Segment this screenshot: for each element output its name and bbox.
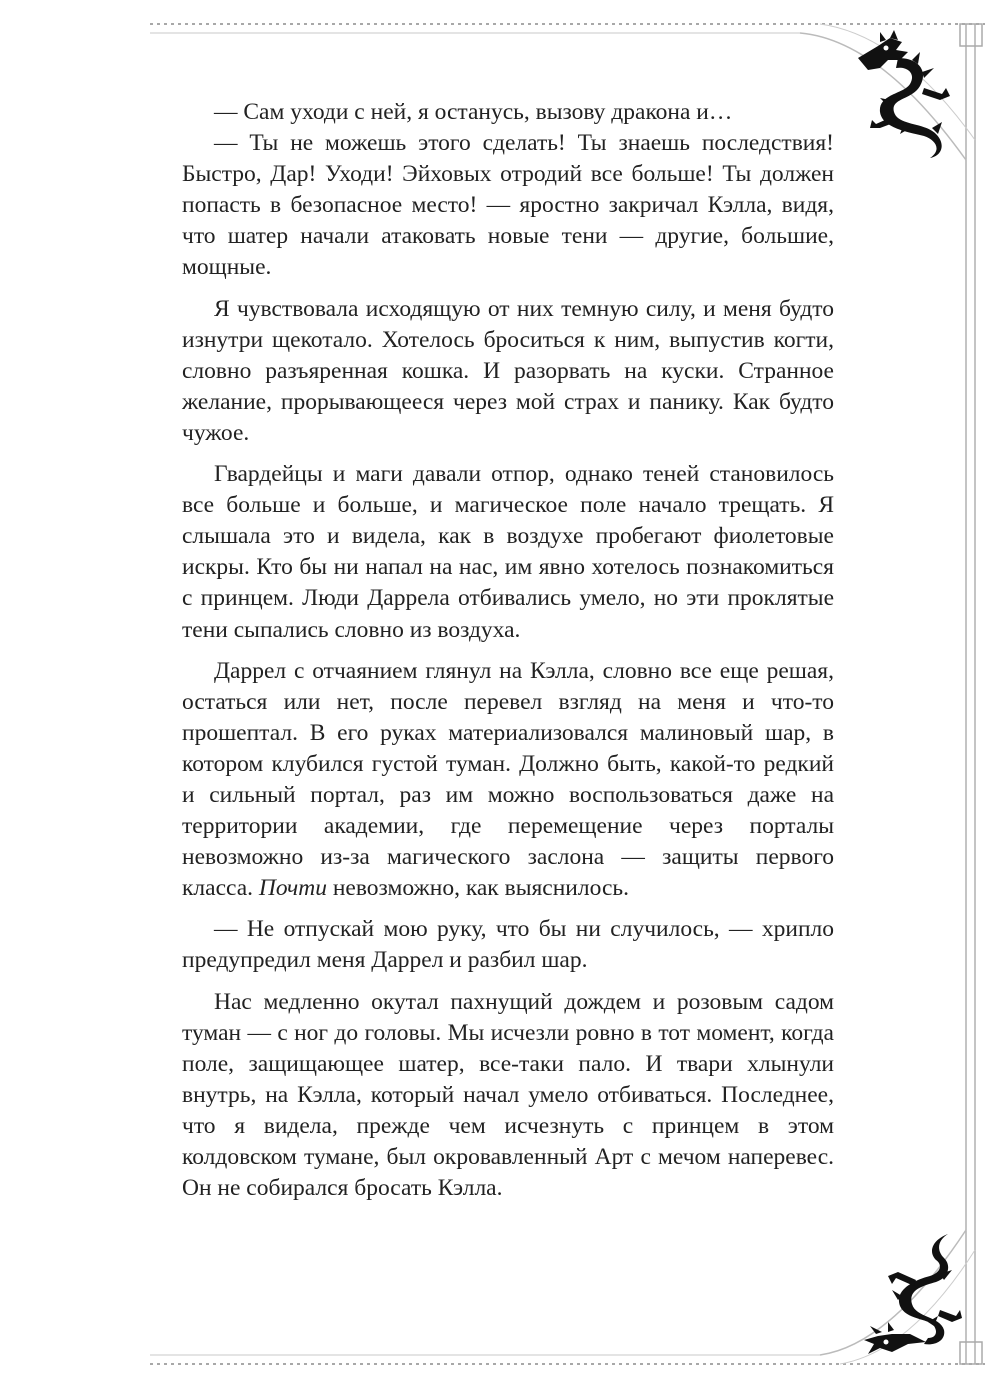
paragraph: Я чувствовала исходящую от них темную силу, и меня будто изнутри щекотало. Хотелось броситься к ним, выпустив когти, словно разъяренная кошка. И разорвать на куски. Странное желание, прорывающееся через мой страх и панику. Как будто чужое. xyxy=(182,295,834,446)
paragraph-text: невозможно, как выяснилось. xyxy=(326,875,629,902)
paragraph: Нас медленно окутал пахнущий дождем и розовым садом туман — с ног до головы. Мы исчезли ровно в тот момент, когда поле, защищающее шатер, все-таки пало. И твари хлынули внутрь, на Кэлла, который начал умело отбиваться. Последнее, что я видела, прежде чем исчезнуть с принцем в этом колдовском тумане, был окровавленный Арт с мечом наперевес. Он не собирался бросать Кэлла. xyxy=(182,988,834,1202)
body-text xyxy=(182,97,834,1204)
dragon-icon xyxy=(852,1230,972,1365)
paragraph: — Ты не можешь этого сделать! Ты знаешь последствия! Быстро, Дар! Уходи! Эйховых отродий все больше! Ты должен попасть в безопасное место! — яростно закричал Кэлла, видя, что шатер начали атаковать новые тени — другие, большие, мощные. xyxy=(182,130,834,281)
emphasis-text: Почти xyxy=(258,875,327,902)
paragraph xyxy=(182,656,834,905)
paragraph: Гвардейцы и маги давали отпор, однако теней становилось все больше и больше, и магическое поле начало трещать. Я слышала это и видела, как в воздухе пробегают фиолетовые искры. Кто бы ни напал на нас, им явно хотелось познакомиться с принцем. Люди Даррела отбивались умело, но эти проклятые тени сыпались словно из воздуха. xyxy=(182,461,834,643)
paragraph: — Не отпускай мою руку, что бы ни случилось, — хрипло предупредил меня Даррел и разбил шар. xyxy=(182,916,834,974)
dragon-icon xyxy=(850,28,970,163)
paragraph-text: Даррел с отчаянием глянул на Кэлла, словно все еще решая, остаться или нет, после перевел взгляд на меня и что-то прошептал. В его руках материализовался малиновый шар, в котором клубился густой туман. Должно быть, какой-то редкий и сильный портал, раз им можно воспользоваться даже на территории академии, где перемещение через порталы невозможно из-за магического заслона — защиты первого класса. xyxy=(182,657,834,902)
paragraph: — Сам уходи с ней, я останусь, вызову дракона и… xyxy=(214,99,733,125)
